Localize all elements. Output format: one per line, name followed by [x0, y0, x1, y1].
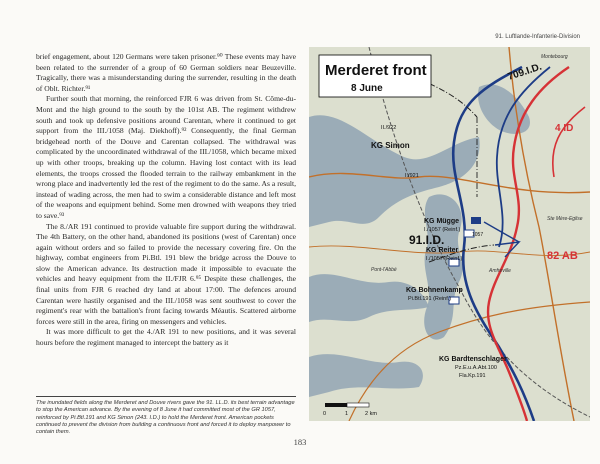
paragraph: Further south that morning, the reinforced FJR 6 was driven from St. Côme-du-Mont and the high ground to the south by the 101st AB. The regiment withdrew south and took up defensive positions around Carentan, where it continued to get support from the III./1058 (Maj. Diekhoff).⁹² Consequently, the final German bridgehead north of the Douve and Carentan collapsed. The withdrawal was complicated by the uncoordinated withdrawal of the III./1058, which became mixed up with other troops, breaking up the column. Having lost contact with its lead elements, the troops crossed the flooded terrain to the railway embankment in the wrong place and inadvertently led the rest of the regiment to do the same. As a result, instead of wading across, the men had to swim a considerable distance and left most of the weapons and equipment behind. Some men drowned with weapons they tried to save.⁹³	[36, 94, 296, 220]
caption-divider	[36, 396, 296, 397]
division-label-91: 91.I.D.	[409, 233, 445, 247]
scale-bar	[325, 403, 347, 407]
page-number: 183	[293, 437, 307, 447]
scale-zero: 0	[323, 411, 327, 417]
kg-mugge-label: KG Mügge	[424, 218, 459, 225]
map-subtitle: 8 June	[351, 83, 383, 94]
scale-bar	[347, 403, 369, 407]
division-label-4id: 4 ID	[555, 123, 574, 134]
kg-reiter-label: KG Reiter	[426, 247, 459, 254]
merderet-map	[309, 47, 590, 421]
kg-bohnenkamp-label: KG Bohnenkamp	[406, 287, 463, 294]
paragraph: The 8./AR 191 continued to provide valuable fire support during the withdrawal. The 4th Battery, on the other hand, abandoned its positions (west of Carentan) once again without orders and so failed to provide the necessary covering fire. On the highway, combat engineers from Pi.Btl. 191 blew the bridge across the Douve to slow the American advance. Its destruction made it impossible to evacuate the vehicles and heavy equipment from the II./FJR 6.⁹⁵ Despite these challenges, the final units from FJR 6 reached dry land at about 17:00. The defences around Carentan were hastily organised and the III./1058 was sent southwest to cover the regiment's rear with the battalion's front facing towards Méautis. Scattered airborne forces were still in the area, firing on messengers and vehicles.	[36, 221, 296, 326]
division-label-82ab: 82 AB	[547, 250, 578, 262]
place-montebourg: Montebourg	[541, 54, 568, 60]
kg-bardtenschlager-sub2: Fla.Kp.191	[459, 373, 486, 379]
running-header: 91. Luftlande-Infanterie-Division	[495, 34, 580, 40]
map-svg	[309, 47, 590, 421]
kg-bardtenschlager-label: KG Bardtenschlager	[439, 356, 507, 363]
kg-simon-label: KG Simon	[371, 141, 410, 150]
scale-two: 2 km	[365, 411, 377, 417]
division-label-709: 709.I.D.	[506, 61, 544, 83]
unit-symbol	[471, 217, 481, 224]
paragraph: It was more difficult to get the 4./AR 191 to new positions, and it was several hours before the regiment managed to intercept the battery as it	[36, 327, 296, 348]
body-text	[36, 52, 296, 349]
unit-label-i921: I./921	[405, 173, 419, 179]
unit-label-ii922: II./922	[381, 125, 397, 131]
map-caption: The inundated fields along the Merderet and Douve rivers gave the 91. LL.D. its best terrain advantage to stop the American advance. By the evening of 8 June it had committed most of the GR 1057, reinforced by Pi.Btl.191 and KG Simon (243. I.D.) to hold the Merderet front. American pockets continued to prevent the division from building a continuous front and forced it to deploy manpower to contain them.	[36, 400, 295, 436]
place-ste-mere-eglise: Ste Mère-Eglise	[547, 216, 583, 222]
paragraph: brief engagement, about 120 Germans were taken prisoner.⁹⁰ These events may have been related to the surrender of a group of 60 German soldiers near Beuzeville. Tragically, there was a misunderstanding during the surrender, resulting in the death of Oblt. Richter.⁹¹	[36, 52, 296, 93]
kg-reiter-sub: I./1057 (Reinf.)	[426, 256, 463, 262]
kg-mugge-sub: I./1057 (Reinf.)	[424, 227, 461, 233]
map-title: Merderet front	[325, 62, 427, 79]
place-amfreville: Amfreville	[489, 268, 511, 274]
unit-label-1057: 1057	[472, 232, 484, 238]
kg-bardtenschlager-sub1: Pz.E.u.A.Abt.100	[455, 365, 497, 371]
scale-one: 1	[345, 411, 349, 417]
place-pont-labbe: Pont-l'Abbé	[371, 267, 397, 273]
kg-bohnenkamp-sub: Pi.Btl.191 (Reinf.)	[408, 296, 452, 302]
